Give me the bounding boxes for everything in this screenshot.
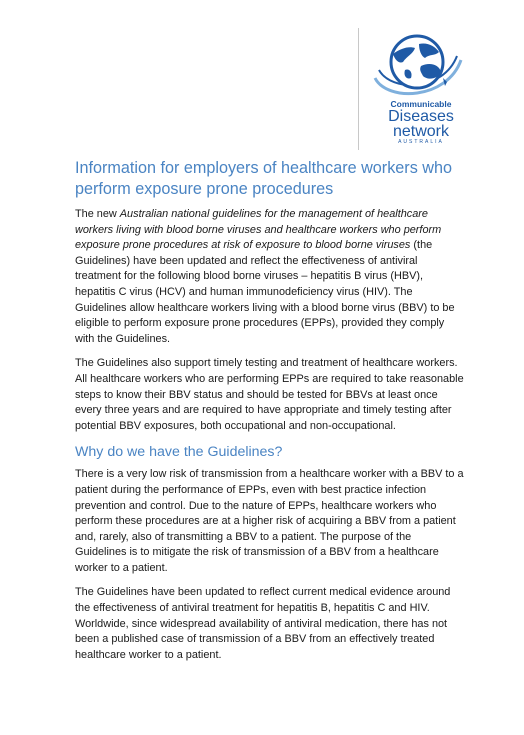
logo-line-network: network xyxy=(392,123,450,140)
document-body xyxy=(75,158,465,672)
intro-text-start: The new xyxy=(75,208,120,220)
evidence-paragraph: The Guidelines have been updated to reflect current medical evidence around the effectiveness of antiviral treatment for hepatitis B, hepatitis C and HIV. Worldwide, since widespread availability of antiviral medication, there has not been a published case of transmission of a BBV from an effectively treated healthcare worker to a patient. xyxy=(75,586,451,661)
logo-wordmark xyxy=(371,99,471,146)
guidelines-title-italic: Australian national guidelines for the management of healthcare workers living with blood borne viruses and healthcare workers who perform exposure prone procedures at risk of exposure to blood borne viruses xyxy=(75,208,442,252)
testing-paragraph: The Guidelines also support timely testing and treatment of healthcare workers. All healthcare workers who are performing EPPs are required to take reasonable steps to know their BBV status and should be tested for BBVs at least once every three years and are required to have appropriate and timely testing after potential BBV exposures, both occupational and non-occupational. xyxy=(75,357,464,432)
globe-icon xyxy=(369,30,465,100)
risk-paragraph: There is a very low risk of transmission from a healthcare worker with a BBV to a patient during the performance of EPPs, even with best practice infection prevention and control. Due to the nature of EPPs, healthcare workers who perform these procedures are at a higher risk of acquiring a BBV from a patient and, rarely, also of transmitting a BBV to a patient. The purpose of the Guidelines is to mitigate the risk of transmission of a BBV from a healthcare worker to a patient. xyxy=(75,468,464,574)
logo-line-australia: AUSTRALIA xyxy=(398,139,444,145)
page-title: Information for employers of healthcare workers who perform exposure prone procedures xyxy=(75,159,452,198)
logo-line-communicable: Communicable xyxy=(390,99,452,109)
intro-paragraph xyxy=(75,207,465,347)
logo-line-diseases: Diseases xyxy=(388,108,454,125)
intro-text-end: (the Guidelines) have been updated and reflect the effectiveness of antiviral treatment for the following blood borne viruses – hepatitis B virus (HBV), hepatitis C virus (HCV) and human immunodeficiency virus (HIV). The Guidelines allow healthcare workers living with a blood borne virus (BBV) to be eligible to perform exposure prone procedures (EPPs), provided they comply with the Guidelines. xyxy=(75,239,455,345)
section-heading-why: Why do we have the Guidelines? xyxy=(75,444,283,461)
cdna-logo xyxy=(358,28,473,150)
